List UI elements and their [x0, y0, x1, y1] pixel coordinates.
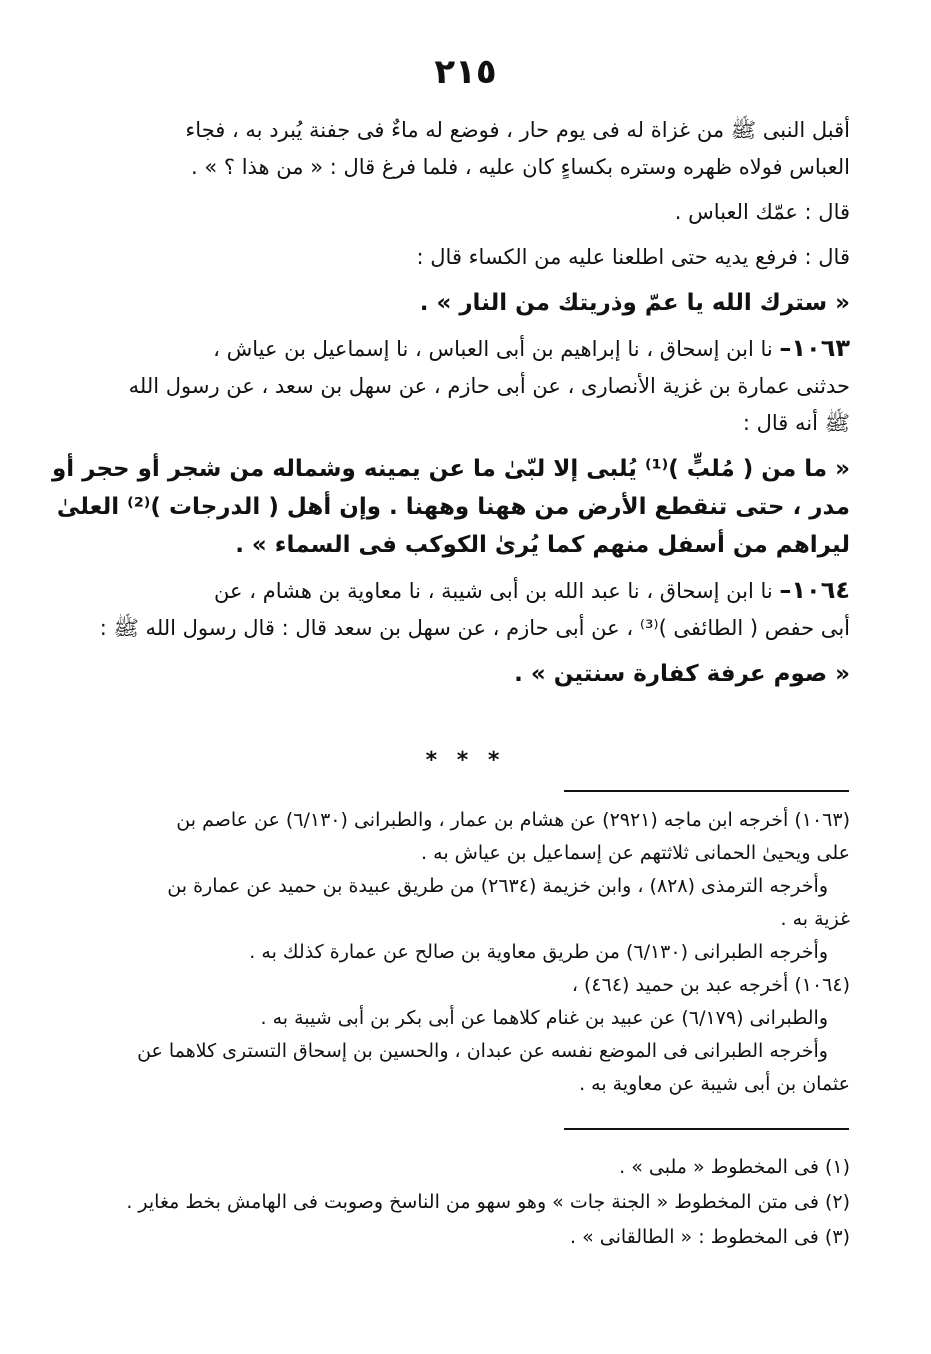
hadith-number: ١٠٦٤– — [779, 576, 850, 604]
takhrij-line: والطبرانى (٦/١٧٩) عن عبيد بن غنام كلاهما عن أبى بكر بن أبى شيبة به . — [260, 1007, 828, 1029]
hadith-quote: « سترك الله يا عمّ وذريتك من النار » . — [419, 290, 850, 316]
footnote: (٣) فى المخطوط : « الطالقانى » . — [570, 1226, 850, 1248]
reply-line: قال : عمّك العباس . — [674, 200, 850, 224]
isnad-line: حدثنى عمارة بن غزية الأنصارى ، عن أبى حازم ، عن سهل بن سعد ، عن رسول الله — [128, 374, 850, 398]
isnad-text: نا ابن إسحاق ، نا عبد الله بن أبى شيبة ، نا معاوية بن هشام ، عن — [214, 579, 773, 603]
footnote: (١) فى المخطوط « ملبى » . — [619, 1156, 850, 1178]
takhrij-line: وأخرجه الطبرانى فى الموضع نفسه عن عبدان ، والحسين بن إسحاق التسترى كلاهما عن — [137, 1040, 828, 1062]
hadith-1064-line — [95, 572, 850, 610]
text-line: أقبل النبى ﷺ من غزاة له فى يوم حار ، فوضع له ماءٌ فى جفنة يُبرد به ، فجاء — [185, 118, 850, 142]
divider-rule — [564, 790, 849, 792]
takhrij-line: وأخرجه الطبرانى (٦/١٣٠) من طريق معاوية بن صالح عن عمارة كذلك به . — [249, 941, 828, 963]
reply-line: قال : فرفع يديه حتى اطلعنا عليه من الكساء قال : — [416, 245, 850, 269]
takhrij-line: (١٠٦٤) أخرجه عبد بن حميد (٤٦٤) ، — [571, 974, 850, 996]
takhrij-line: على ويحيىٰ الحمانى ثلاثتهم عن إسماعيل بن عياش به . — [421, 842, 850, 864]
isnad-line: ﷺ أنه قال : — [742, 411, 850, 435]
hadith-number: ١٠٦٣– — [779, 334, 850, 362]
hadith-quote-line: مدر ، حتى تنقطع الأرض من ههنا وههنا . وإن أهل ( الدرجات )⁽²⁾ العلىٰ — [56, 494, 850, 520]
hadith-quote: « صوم عرفة كفارة سنتين » . — [514, 661, 850, 687]
takhrij-line: وأخرجه الترمذى (٨٢٨) ، وابن خزيمة (٢٦٣٤) من طريق عبيدة بن حميد عن عمارة بن — [167, 875, 828, 897]
hadith-quote-line: ليراهم من أسفل منهم كما يُرىٰ الكوكب فى السماء » . — [235, 532, 850, 558]
isnad-line: أبى حفص ( الطائفى )⁽³⁾ ، عن أبى حازم ، عن سهل بن سعد قال : قال رسول الله ﷺ : — [99, 616, 850, 640]
takhrij-line: غزية به . — [780, 908, 850, 930]
footnotes — [95, 1150, 850, 1255]
divider-rule — [564, 1128, 849, 1130]
isnad-text: نا ابن إسحاق ، نا إبراهيم بن أبى العباس ، نا إسماعيل بن عياش ، — [213, 337, 773, 361]
takhrij-line: عثمان بن أبى شيبة عن معاوية به . — [579, 1073, 850, 1095]
takhrij-line: (١٠٦٣) أخرجه ابن ماجه (٢٩٢١) عن هشام بن عمار ، والطبرانى (٦/١٣٠) عن عاصم بن — [176, 809, 850, 831]
hadith-1063-line — [95, 330, 850, 368]
takhrij-notes — [95, 804, 850, 1101]
section-separator: * * * — [425, 748, 506, 773]
text-line: العباس فولاه ظهره وستره بكساءٍ كان عليه ، فلما فرغ قال : « من هذا ؟ » . — [191, 155, 850, 179]
page-number: ٢١٥ — [434, 52, 497, 92]
main-text — [51, 112, 850, 693]
hadith-quote-line: « ما من ( مُلبٍّ )⁽¹⁾ يُلبى إلا لبّىٰ ما عن يمينه وشماله من شجر أو حجر أو — [51, 456, 850, 482]
footnote: (٢) فى متن المخطوط « الجنة جات » وهو سهو من الناسخ وصوبت فى الهامش بخط مغاير . — [126, 1191, 850, 1213]
